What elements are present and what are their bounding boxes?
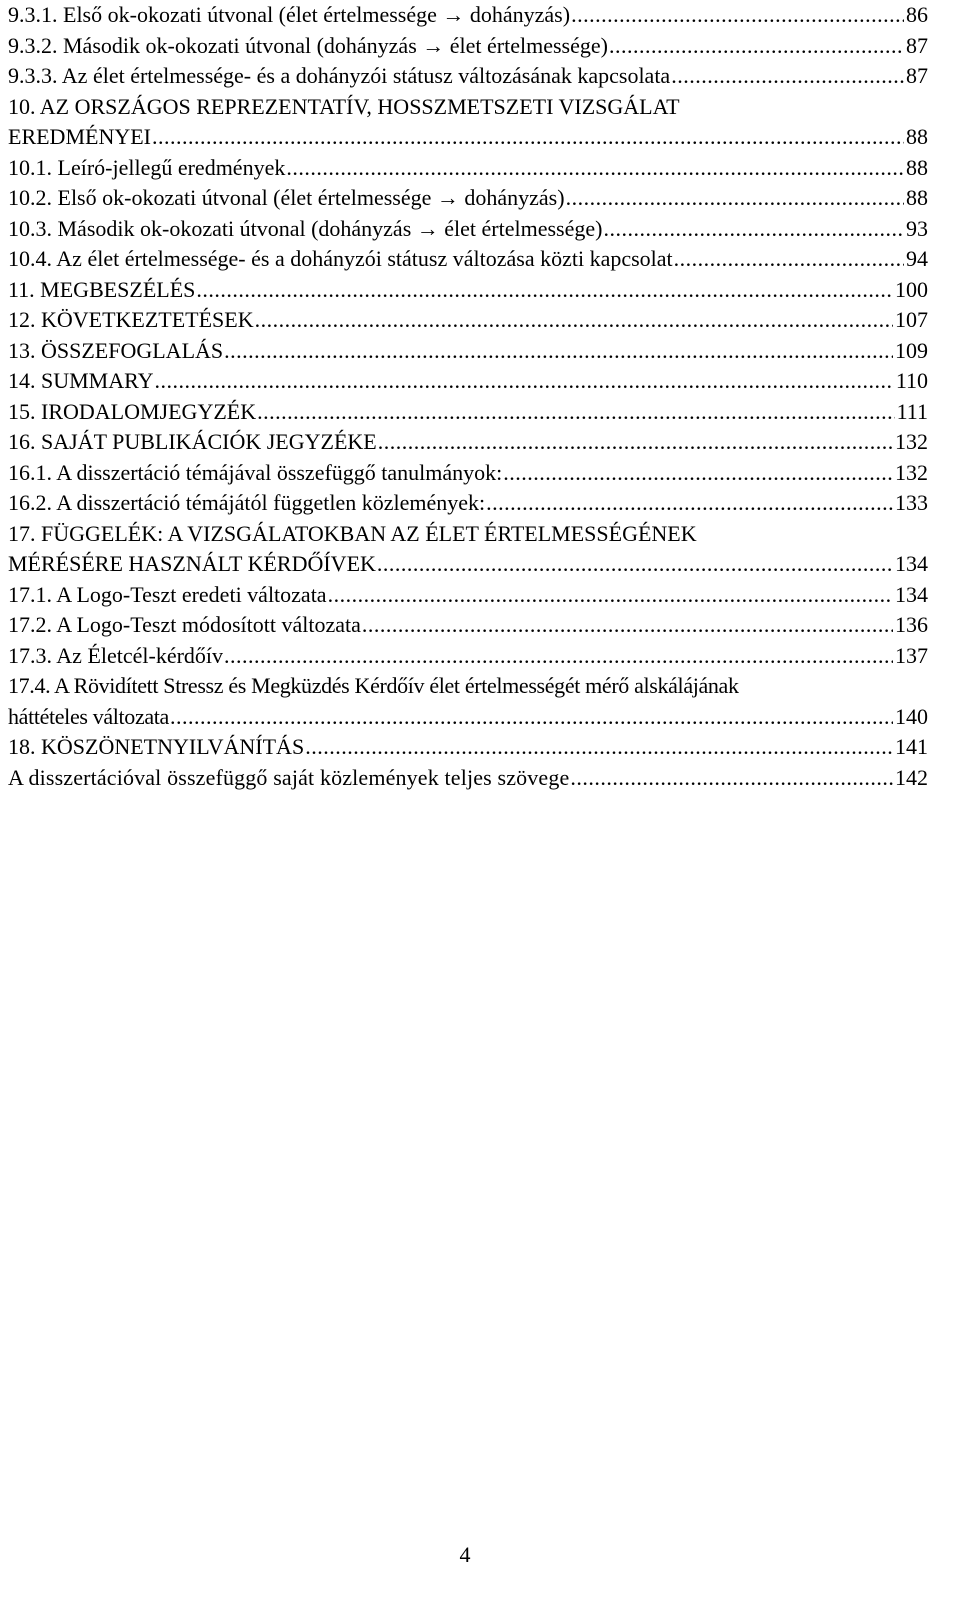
dot-leader (170, 702, 893, 733)
toc-entry[interactable] (8, 244, 928, 275)
toc-entry[interactable] (8, 519, 928, 580)
toc-entry-title: MÉRÉSÉRE HASZNÁLT KÉRDŐÍVEK (8, 551, 376, 576)
toc-entry-title-line1: 17. FÜGGELÉK: A VIZSGÁLATOKBAN AZ ÉLET ÉRTELMESSÉGÉNEK (8, 520, 697, 546)
toc-entry[interactable] (8, 458, 928, 489)
toc-entry-title: 10.1. Leíró-jellegű eredmények (8, 154, 286, 180)
toc-entry-page: 132 (895, 429, 928, 454)
dot-leader (305, 732, 893, 763)
toc-entry-page: 86 (906, 2, 928, 27)
toc-entry-title: 16.2. A disszertáció témájától független közlemények: (8, 490, 486, 515)
table-of-contents (8, 0, 928, 793)
toc-entry-title-line1: 17.4. A Rövidített Stressz és Megküzdés Kérdőív élet értelmességét mérő alskálájának (8, 673, 739, 698)
dot-leader (378, 427, 893, 458)
dot-leader (362, 610, 893, 641)
toc-entry-title: 12. KÖVETKEZTETÉSEK (8, 307, 254, 332)
toc-entry[interactable] (8, 183, 928, 214)
page-number: 4 (459, 1542, 471, 1567)
toc-entry-page: 111 (896, 398, 928, 424)
toc-entry[interactable] (8, 397, 928, 428)
toc-entry-title: 10.4. Az élet értelmessége- és a dohányzói státusz változása közti kapcsolat (8, 246, 673, 271)
dot-leader (224, 641, 893, 672)
toc-entry[interactable] (8, 488, 928, 519)
toc-entry-page: 88 (906, 154, 928, 180)
toc-entry[interactable] (8, 305, 928, 336)
toc-entry[interactable] (8, 427, 928, 458)
toc-entry-page: 109 (895, 337, 928, 363)
toc-entry-title: 18. KÖSZÖNETNYILVÁNÍTÁS (8, 734, 305, 759)
toc-entry[interactable] (8, 763, 928, 794)
toc-entry-page: 142 (895, 764, 928, 790)
toc-entry-page: 134 (895, 551, 928, 576)
toc-entry[interactable] (8, 641, 928, 672)
dot-leader (571, 0, 904, 31)
dot-leader (154, 366, 893, 397)
toc-entry-page: 110 (895, 368, 928, 393)
toc-entry-page: 136 (895, 612, 928, 637)
toc-entry[interactable] (8, 0, 928, 31)
toc-entry-title: EREDMÉNYEI (8, 124, 151, 149)
toc-entry[interactable] (8, 366, 928, 397)
toc-entry-title: 9.3.1. Első ok-okozati útvonal (élet értelmessége → dohányzás) (8, 2, 571, 27)
toc-entry-page: 134 (895, 581, 928, 607)
toc-entry-title: háttételes változata (8, 703, 169, 729)
toc-entry[interactable] (8, 671, 928, 732)
toc-entry-title: 11. MEGBESZÉLÉS (8, 276, 196, 302)
toc-entry-title: 13. ÖSSZEFOGLALÁS (8, 337, 224, 363)
toc-entry-page: 100 (895, 276, 928, 302)
toc-entry-page: 88 (906, 124, 928, 149)
dot-leader (255, 305, 893, 336)
toc-entry[interactable] (8, 214, 928, 245)
toc-entry-title: 9.3.2. Második ok-okozati útvonal (dohányzás → élet értelmessége) (8, 32, 608, 58)
toc-entry-title: 15. IRODALOMJEGYZÉK (8, 398, 257, 424)
toc-entry-page: 140 (895, 703, 928, 729)
toc-entry[interactable] (8, 92, 928, 153)
dot-leader (671, 61, 904, 92)
toc-entry-title: 16.1. A disszertáció témájával összefüggő tanulmányok: (8, 459, 503, 485)
dot-leader (503, 458, 893, 489)
dot-leader (286, 153, 904, 184)
toc-entry[interactable] (8, 31, 928, 62)
toc-entry-page: 107 (895, 307, 928, 332)
toc-entry-title: 14. SUMMARY (8, 368, 154, 393)
toc-entry-title: A disszertációval összefüggő saját közlemények teljes szövege (8, 764, 570, 790)
toc-entry[interactable] (8, 580, 928, 611)
toc-entry-page: 137 (895, 642, 928, 668)
dot-leader (566, 183, 904, 214)
toc-entry[interactable] (8, 610, 928, 641)
dot-leader (603, 214, 904, 245)
toc-entry-page: 87 (906, 32, 928, 58)
toc-entry[interactable] (8, 732, 928, 763)
toc-entry-title: 9.3.3. Az élet értelmessége- és a dohányzói státusz változásának kapcsolata (8, 63, 671, 88)
dot-leader (486, 488, 893, 519)
toc-entry-page: 87 (906, 63, 928, 88)
toc-entry[interactable] (8, 61, 928, 92)
dot-leader (328, 580, 893, 611)
toc-entry-title: 10.3. Második ok-okozati útvonal (dohányzás → élet értelmessége) (8, 215, 603, 241)
toc-entry-title: 17.1. A Logo-Teszt eredeti változata (8, 581, 327, 607)
dot-leader (152, 122, 904, 153)
toc-entry-page: 93 (906, 215, 928, 241)
toc-entry[interactable] (8, 336, 928, 367)
toc-entry-page: 94 (906, 246, 928, 271)
toc-entry-page: 132 (895, 459, 928, 485)
dot-leader (196, 275, 893, 306)
toc-entry-title: 10.2. Első ok-okozati útvonal (élet értelmessége → dohányzás) (8, 185, 565, 210)
toc-entry-page: 88 (906, 185, 928, 210)
toc-entry[interactable] (8, 275, 928, 306)
toc-entry-title: 17.2. A Logo-Teszt módosított változata (8, 612, 361, 637)
toc-entry-page: 133 (895, 490, 928, 515)
dot-leader (674, 244, 904, 275)
toc-entry-title: 16. SAJÁT PUBLIKÁCIÓK JEGYZÉKE (8, 429, 377, 454)
toc-entry-title-line1: 10. AZ ORSZÁGOS REPREZENTATÍV, HOSSZMETSZETI VIZSGÁLAT (8, 93, 680, 119)
toc-entry-title: 17.3. Az Életcél-kérdőív (8, 642, 224, 668)
dot-leader (377, 549, 893, 580)
dot-leader (224, 336, 893, 367)
dot-leader (257, 397, 895, 428)
toc-entry[interactable] (8, 153, 928, 184)
dot-leader (570, 763, 893, 794)
toc-entry-page: 141 (895, 734, 928, 759)
dot-leader (609, 31, 904, 62)
